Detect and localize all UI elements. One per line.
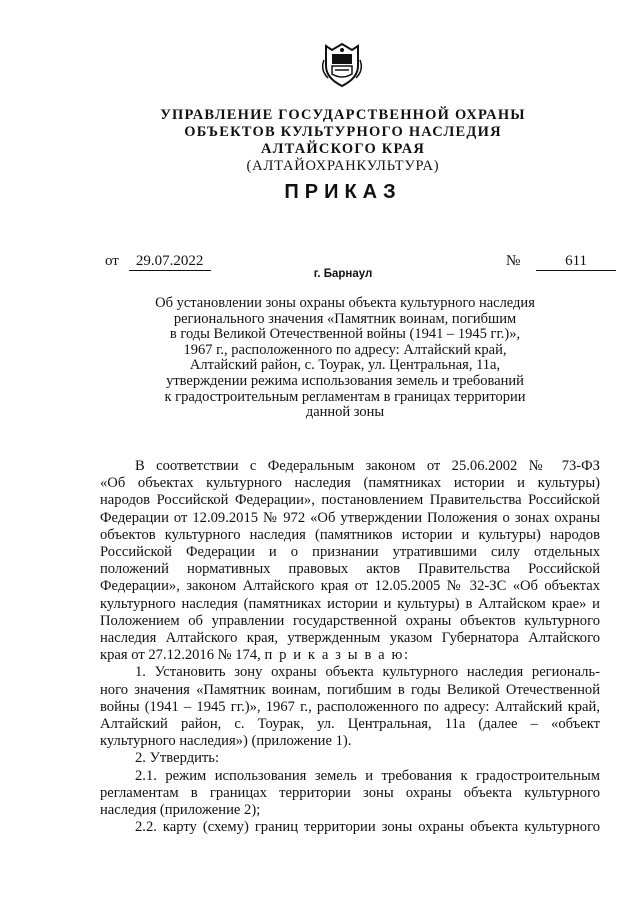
body-line: народов Российской Федерации», постановлением Правительства Российской: [100, 492, 600, 509]
coat-of-arms-icon: [318, 40, 366, 88]
body-line: войны (1941 – 1945 гг.)», 1967 г., расположенного по адресу: Алтайский край,: [100, 698, 600, 715]
body-line: Федерации», законом Алтайского края от 12.05.2005 № 32-ЗС «Об объектах: [100, 578, 600, 595]
agency-name-line-3: АЛТАЙСКОГО КРАЯ: [260, 141, 426, 157]
subject-line: Об установлении зоны охраны объекта культурного наследия: [155, 295, 535, 311]
order-command: п р и к а з ы в а ю:: [264, 647, 410, 664]
body-line: «Об объектах культурного наследия (памятниках истории и культуры): [100, 475, 600, 492]
body-line: объектов культурного наследия (памятников истории и культуры) народов: [100, 526, 600, 543]
agency-name-line-2: ОБЪЕКТОВ КУЛЬТУРНОГО НАСЛЕДИЯ: [184, 124, 502, 140]
body-line: Алтайский район, с. Тоурак, ул. Центральная, 11а (далее – «объект: [100, 716, 600, 733]
body-line: регламентам в границах территории зоны охраны объекта культурного: [100, 784, 600, 801]
body-line: наследия Алтайского края, утвержденным указом Губернатора Алтайского: [100, 630, 600, 647]
agency-short-name: (АЛТАЙОХРАНКУЛЬТУРА): [246, 158, 440, 174]
agency-name-line-1: УПРАВЛЕНИЕ ГОСУДАРСТВЕННОЙ ОХРАНЫ: [160, 107, 526, 123]
body-line: 2. Утвердить:: [135, 750, 220, 767]
subject-line: данной зоны: [305, 404, 385, 421]
subject-line: утверждении режима использования земель и требований: [166, 372, 524, 389]
body-line: Положением об управлении государственной охраны объектов культурного: [100, 612, 600, 629]
body-line: ного значения «Памятник воинам, погибшим в годы Великой Отечественной: [100, 681, 600, 698]
subject-line: Алтайский район, с. Тоурак, ул. Центральная, 11а,: [189, 357, 501, 374]
body-line: 2.1. режим использования земель и требования к градостроительным: [135, 767, 600, 784]
order-date: 29.07.2022: [129, 253, 211, 271]
body-line: положений нормативных правовых актов Правительства Российской: [100, 561, 600, 578]
body-line: культурного наследия (памятниках истории и культуры) в Алтайском крае» и: [100, 595, 600, 612]
number-label: №: [506, 253, 521, 269]
body-line: 2.2. карту (схему) границ территории зоны охраны объекта культурного: [135, 819, 600, 836]
body-line-text: края от 27.12.2016 № 174,: [100, 647, 261, 664]
city: г. Барнаул: [313, 268, 373, 280]
document-title: ПРИКАЗ: [284, 181, 402, 203]
body-line: культурного наследия») (приложение 1).: [100, 733, 352, 750]
subject-line: к градостроительным регламентам в границах территории: [164, 388, 526, 405]
subject-line: в годы Великой Отечественной войны (1941 – 1945 гг.)»,: [169, 326, 521, 343]
subject-line: регионального значения «Памятник воинам, погибшим: [173, 310, 517, 327]
body-line: Российской Федерации и о признании утратившими силу отдельных: [100, 544, 600, 561]
order-number: 611: [536, 253, 616, 271]
body-line: Федерации от 12.09.2015 № 972 «Об утверждении Положения о зонах охраны: [100, 509, 600, 526]
body-line: 1. Установить зону охраны объекта культурного наследия региональ-: [135, 664, 600, 681]
order-subject: [120, 296, 570, 421]
body-line: наследия (приложение 2);: [100, 802, 261, 819]
body-line: [100, 647, 600, 664]
subject-line: 1967 г., расположенного по адресу: Алтайский край,: [183, 341, 507, 358]
body-line: В соответствии с Федеральным законом от 25.06.2002 № 73-ФЗ: [135, 458, 600, 474]
date-label: от: [105, 253, 119, 269]
order-body: [100, 458, 600, 836]
